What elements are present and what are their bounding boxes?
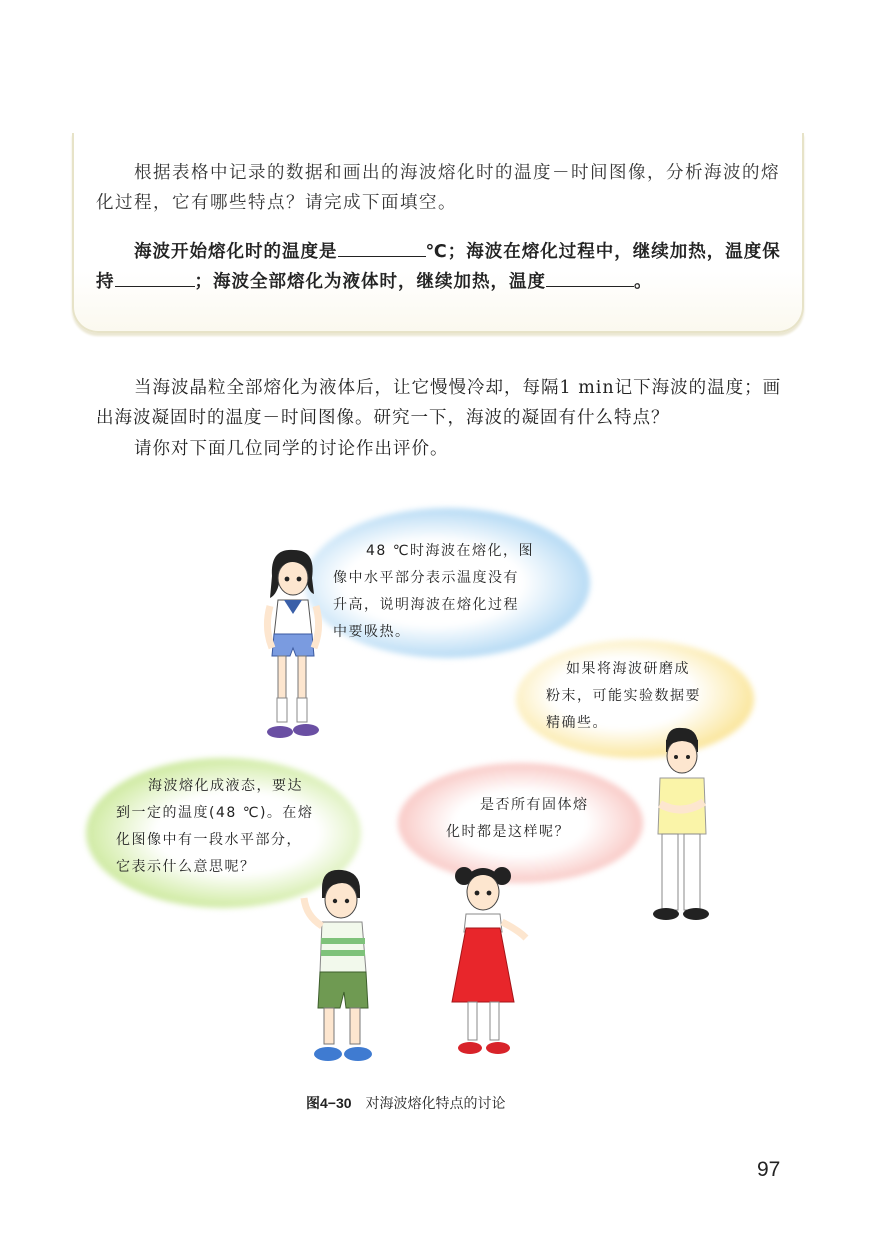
answer-blank-2[interactable]	[115, 268, 195, 287]
boy-pointing-illustration	[292, 868, 382, 1068]
girl-red-dress-illustration	[438, 862, 530, 1058]
boy-yellow-shirt-illustration	[646, 726, 716, 922]
answer-blank-3[interactable]	[546, 268, 634, 287]
yellow-bubble-text: 如果将海波研磨成 粉末，可能实验数据要 精确些。	[546, 661, 701, 731]
fill-in-question: 海波开始熔化时的温度是 ℃；海波在熔化过程中，继续加热，温度保持 ；海波全部熔化为液体时，继续加热，温度 。	[96, 236, 786, 296]
girl-sailor-illustration	[258, 548, 330, 748]
blue-bubble-text: 48 ℃时海波在熔化，图 像中水平部分表示温度没有 升高，说明海波在熔化过程 中要吸热。	[333, 543, 534, 640]
answer-blank-1[interactable]	[338, 238, 426, 257]
body-paragraph-1: 当海波晶粒全部熔化为液体后，让它慢慢冷却，每隔1 min记下海波的温度；画出海波凝固时的温度－时间图像。研究一下，海波的凝固有什么特点？	[96, 378, 782, 428]
figure-caption	[306, 1093, 506, 1113]
figure-number: 图4−30	[306, 1095, 352, 1111]
pink-bubble-text: 是否所有固体熔 化时都是这样呢？	[446, 797, 589, 840]
green-bubble-text: 海波熔化成液态，要达 到一定的温度(48 ℃)。在熔 化图像中有一段水平部分， 它表示什么意思呢？	[116, 778, 314, 875]
body-paragraph-2: 请你对下面几位同学的讨论作出评价。	[134, 439, 449, 459]
figure-caption-text: 对海波熔化特点的讨论	[365, 1095, 506, 1111]
page-number: 97	[757, 1158, 781, 1181]
activity-intro: 根据表格中记录的数据和画出的海波熔化时的温度－时间图像，分析海波的熔化过程，它有哪些特点？请完成下面填空。	[96, 163, 780, 213]
